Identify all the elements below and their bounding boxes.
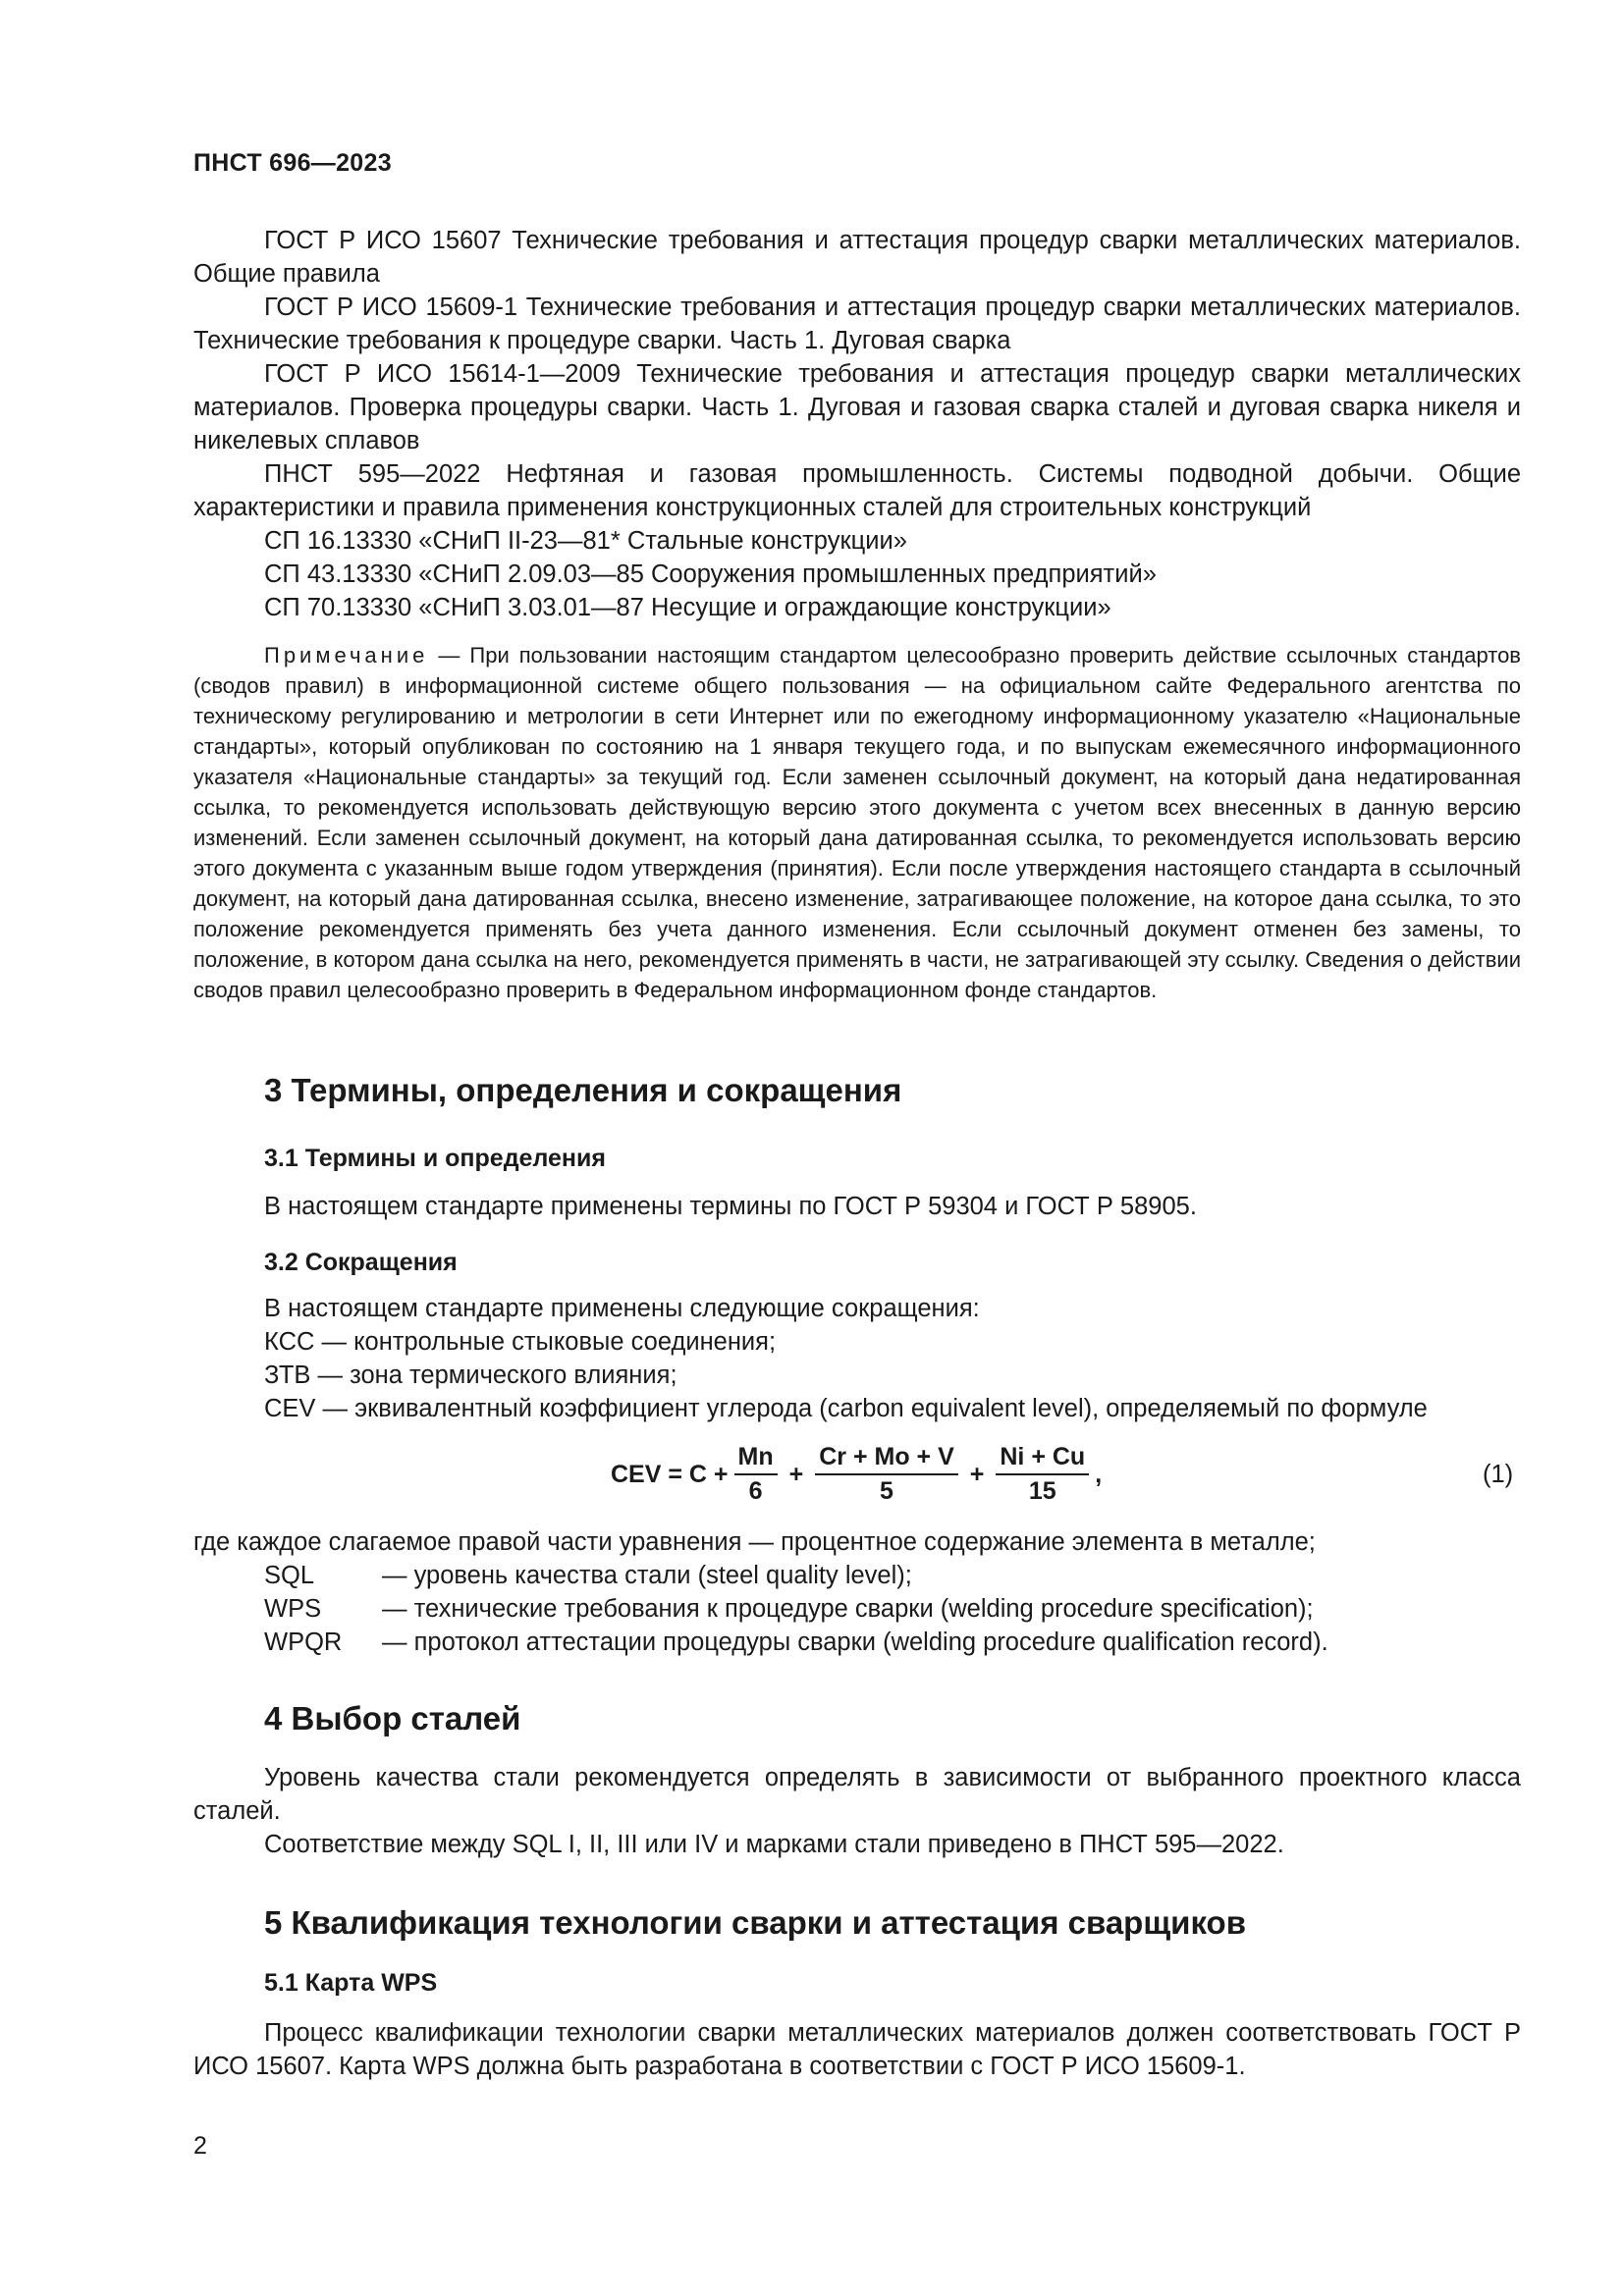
- reference-item: ГОСТ Р ИСО 15607 Технические требования и аттестация процедур сварки металлических материалов. Общие правила: [193, 227, 1521, 288]
- reference-item: ГОСТ Р ИСО 15614-1—2009 Технические требования и аттестация процедур сварки металлических материалов. Проверка процедуры сварки. Часть 1. Дуговая и газовая сварка сталей и дуговая сварка никеля и никелевых сплавов: [193, 360, 1521, 454]
- abbreviation-description: — протокол аттестации процедуры сварки (welding procedure qualification record).: [382, 1629, 1328, 1656]
- formula-fraction-crmov: [815, 1443, 958, 1506]
- cev-formula: [611, 1435, 1102, 1514]
- note-label: Примечание: [264, 643, 429, 667]
- formula-denominator: 15: [1028, 1477, 1056, 1505]
- page-number: 2: [193, 2132, 207, 2160]
- abbreviation-term: WPQR: [264, 1629, 343, 1656]
- formula-explanation: где каждое слагаемое правой части уравнения — процентное содержание элемента в металле;: [193, 1528, 1316, 1556]
- abbreviation-row: [264, 1559, 912, 1592]
- abbreviation-term: SQL: [264, 1562, 315, 1589]
- reference-item: ГОСТ Р ИСО 15609-1 Технические требования и аттестация процедур сварки металлических материалов. Технические требования к процедуре сварки. Часть 1. Дуговая сварка: [193, 294, 1521, 354]
- section-5-heading: 5 Квалификация технологии сварки и аттестация сварщиков: [264, 1904, 1246, 1941]
- section-3-1-heading: 3.1 Термины и определения: [264, 1145, 606, 1172]
- reference-item: СП 16.13330 «СНиП II-23—81* Стальные конструкции»: [264, 527, 907, 555]
- document-code: ПНСТ 696—2023: [193, 149, 392, 177]
- reference-item: СП 70.13330 «СНиП 3.03.01—87 Несущие и ограждающие конструкции»: [264, 594, 1111, 621]
- formula-lhs: CEV = C +: [611, 1460, 729, 1488]
- formula-fraction-mn: [734, 1443, 778, 1506]
- abbreviation-ztv: ЗТВ — зона термического влияния;: [264, 1362, 677, 1389]
- equation-number: (1): [1483, 1461, 1514, 1488]
- formula-denominator: 5: [880, 1477, 893, 1505]
- reference-item: ПНСТ 595—2022 Нефтяная и газовая промышленность. Системы подводной добычи. Общие характеристики и правила применения конструкционных сталей для строительных конструкций: [193, 460, 1521, 521]
- section-3-2-heading: 3.2 Сокращения: [264, 1249, 458, 1276]
- formula-comma: ,: [1095, 1460, 1103, 1488]
- section-4-paragraph: Уровень качества стали рекомендуется определять в зависимости от выбранного проектного класса сталей.: [193, 1764, 1521, 1825]
- section-3-heading: 3 Термины, определения и сокращения: [264, 1072, 902, 1108]
- abbreviation-term: WPS: [264, 1595, 322, 1623]
- section-4-paragraph: Соответствие между SQL I, II, III или IV и марками стали приведено в ПНСТ 595—2022.: [264, 1831, 1284, 1858]
- section-4-heading: 4 Выбор сталей: [264, 1700, 521, 1736]
- note-text: — При пользовании настоящим стандартом целесообразно проверить действие ссылочных стандартов (сводов правил) в информационной системе общего пользования — на официальном сайте Федерального агентства по техническому регулированию и метрологии в сети Интернет или по ежегодному информационному указателю «Национальные стандарты», который опубликован по состоянию на 1 января текущего года, и по выпускам ежемесячного информационного указателя «Национальные стандарты» за текущий год. Если заменен ссылочный документ, на который дана недатированная ссылка, то рекомендуется использовать действующую версию этого документа с учетом всех внесенных в данную версию изменений. Если заменен ссылочный документ, на который дана датированная ссылка, то рекомендуется использовать версию этого документа с указанным выше годом утверждения (принятия). Если после утверждения настоящего стандарта в ссылочный документ, на который дана датированная ссылка, внесено изменение, затрагивающее положение, на которое дана ссылка, то это положение рекомендуется применять без учета данного изменения. Если ссылочный документ отменен без замены, то положение, в котором дана ссылка на него, рекомендуется применять в части, не затрагивающей эту ссылку. Сведения о действии сводов правил целесообразно проверить в Федеральном информационном фонде стандартов.: [193, 643, 1521, 1002]
- abbreviations-intro: В настоящем стандарте применены следующие сокращения:: [264, 1295, 980, 1322]
- abbreviation-cev: CEV — эквивалентный коэффициент углерода (carbon equivalent level), определяемый по формуле: [264, 1395, 1428, 1422]
- formula-fraction-nicu: [996, 1443, 1089, 1506]
- section-3-1-text: В настоящем стандарте применены термины по ГОСТ Р 59304 и ГОСТ Р 58905.: [264, 1193, 1197, 1220]
- formula-numerator: Ni + Cu: [996, 1443, 1089, 1475]
- reference-item: СП 43.13330 «СНиП 2.09.03—85 Сооружения промышленных предприятий»: [264, 561, 1157, 588]
- abbreviation-kss: КСС — контрольные стыковые соединения;: [264, 1328, 777, 1356]
- formula-denominator: 6: [748, 1477, 763, 1505]
- formula-plus: +: [969, 1460, 985, 1488]
- formula-numerator: Cr + Mo + V: [815, 1443, 958, 1475]
- abbreviation-description: — технические требования к процедуре сварки (welding procedure specification);: [382, 1595, 1314, 1623]
- section-5-1-heading: 5.1 Карта WPS: [264, 1969, 438, 1997]
- abbreviation-row: [264, 1592, 1314, 1626]
- formula-plus: +: [788, 1460, 804, 1488]
- note: [193, 640, 1521, 1005]
- normative-references: [193, 224, 1521, 624]
- abbreviation-description: — уровень качества стали (steel quality level);: [382, 1562, 912, 1589]
- section-5-1-paragraph: Процесс квалификации технологии сварки металлических материалов должен соответствовать ГОСТ Р ИСО 15607. Карта WPS должна быть разработана в соответствии с ГОСТ Р ИСО 15609-1.: [193, 2019, 1521, 2080]
- abbreviation-row: [264, 1626, 1328, 1659]
- formula-numerator: Mn: [734, 1443, 778, 1475]
